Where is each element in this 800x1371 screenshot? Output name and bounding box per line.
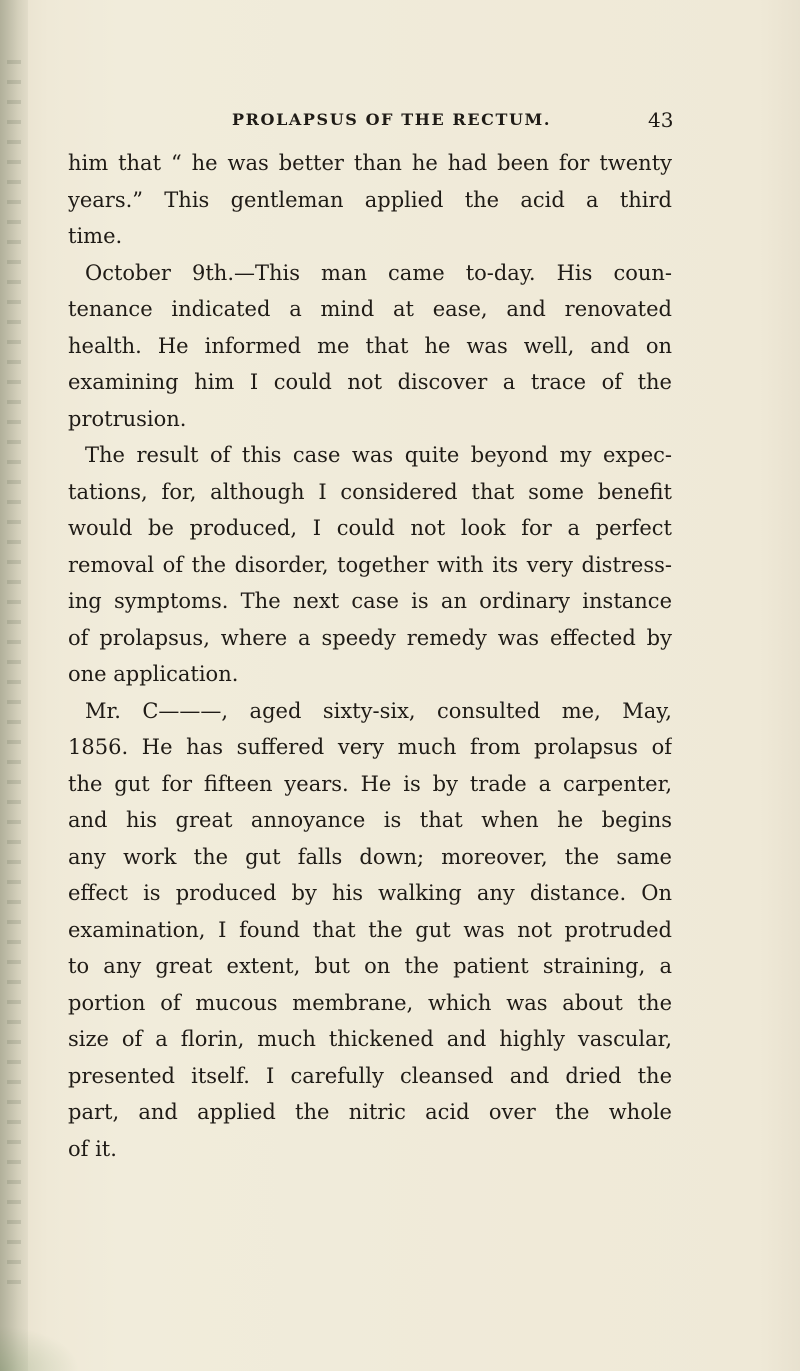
text-line: examination, I found that the gut was not protruded	[68, 917, 672, 942]
text-line: him that “ he was better than he had been for twenty	[68, 151, 672, 175]
text-line: the gut for fifteen years. He is by trade a carpenter,	[68, 771, 672, 796]
text-line: Mr. C———, aged sixty-six, consulted me, May,	[85, 698, 672, 723]
text-line: removal of the disorder, together with its very distress-	[68, 552, 672, 577]
text-line: October 9th.—This man came to-day. His coun-	[85, 260, 672, 285]
text-line: to any great extent, but on the patient straining, a	[68, 954, 672, 978]
text-line: presented itself. I carefully cleansed and dried the	[68, 1063, 672, 1088]
running-title: PROLAPSUS OF THE RECTUM.	[232, 110, 552, 129]
text-line: time.	[68, 224, 123, 248]
text-line: portion of mucous membrane, which was about the	[68, 990, 672, 1015]
binding-stain	[7, 60, 21, 1300]
text-line: 1856. He has suffered very much from prolapsus of	[68, 735, 672, 759]
text-line: tenance indicated a mind at ease, and renovated	[68, 297, 672, 321]
running-header	[0, 106, 800, 134]
corner-stain	[0, 1326, 80, 1371]
text-line: The result of this case was quite beyond my expec-	[85, 443, 672, 467]
text-line: examining him I could not discover a trace of the	[68, 370, 672, 394]
text-line: one application.	[68, 662, 239, 686]
text-line: of prolapsus, where a speedy remedy was effected by	[68, 625, 672, 650]
text-line: tations, for, although I considered that some benefit	[68, 479, 672, 504]
text-line: any work the gut falls down; moreover, the same	[68, 844, 672, 869]
text-line: and his great annoyance is that when he begins	[68, 808, 672, 832]
text-line: protrusion.	[68, 406, 187, 431]
body-text	[68, 145, 672, 1167]
page-number: 43	[648, 108, 674, 132]
text-line: effect is produced by his walking any distance. On	[68, 881, 672, 905]
text-line: size of a florin, much thickened and highly vascular,	[68, 1027, 672, 1051]
text-line: part, and applied the nitric acid over the whole	[68, 1100, 672, 1124]
text-line: ing symptoms. The next case is an ordinary instance	[68, 589, 672, 613]
text-line: of it.	[68, 1136, 117, 1161]
text-line: years.” This gentleman applied the acid a third	[68, 187, 672, 212]
text-line: health. He informed me that he was well, and on	[68, 333, 672, 358]
text-line: would be produced, I could not look for a perfect	[68, 516, 672, 540]
